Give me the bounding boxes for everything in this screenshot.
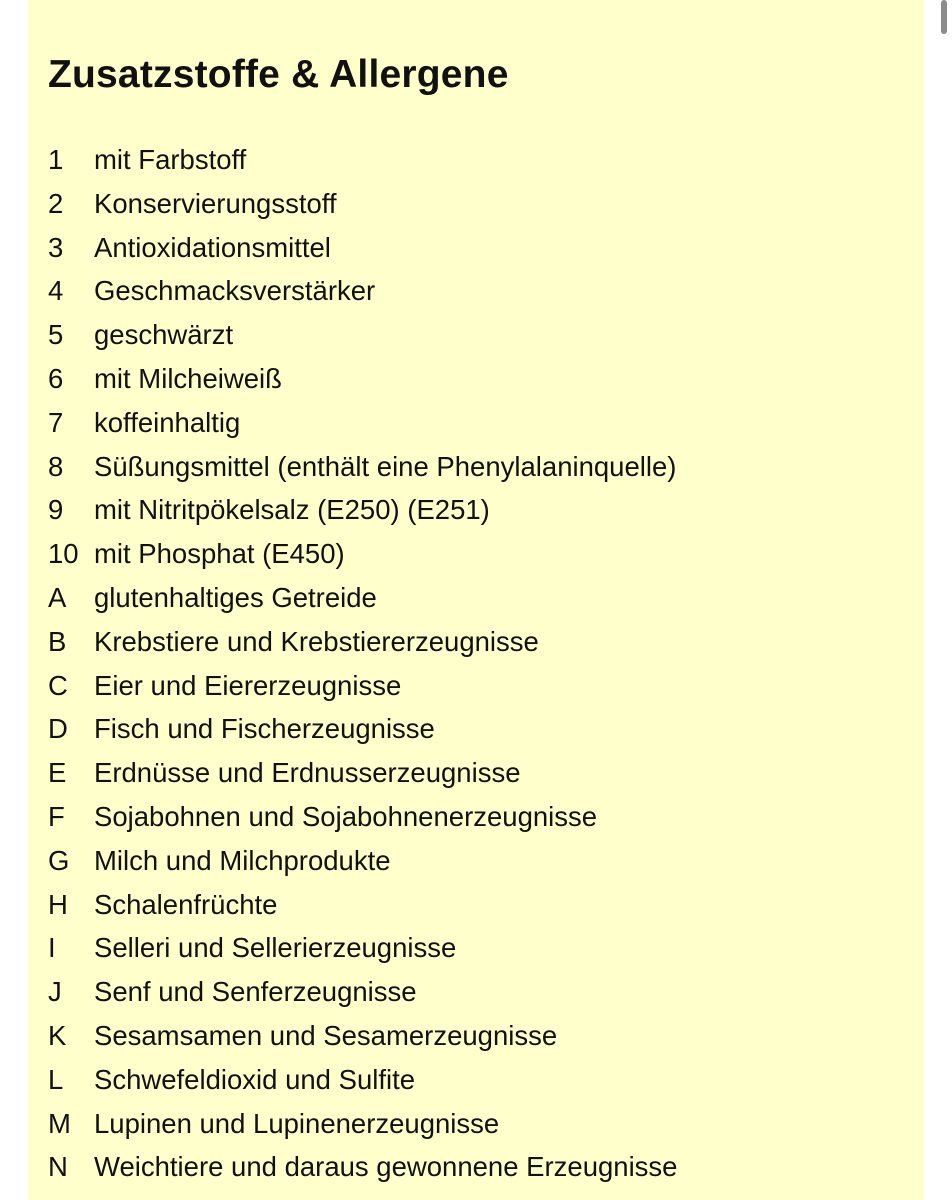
legend-code: 3 (48, 231, 64, 263)
legend-code: I (48, 932, 56, 964)
list-item (48, 620, 924, 664)
legend-code: 2 (48, 187, 64, 219)
legend-code: 1 (48, 144, 64, 175)
legend-label: Milch und Milchprodukte (94, 844, 391, 876)
list-item (48, 488, 924, 532)
legend-label: Senf und Senferzeugnisse (94, 976, 417, 1008)
list-item (48, 532, 924, 576)
legend-label: Schwefeldioxid und Sulfite (94, 1063, 416, 1095)
legend-label: Selleri und Sellerierzeugnisse (94, 932, 457, 964)
list-item (48, 138, 924, 182)
list-item (48, 1014, 924, 1058)
additives-allergens-panel (28, 0, 924, 1200)
legend-code: 5 (48, 319, 64, 351)
legend-code: E (48, 757, 67, 789)
legend-label: Weichtiere und daraus gewonnene Erzeugnisse (94, 1151, 678, 1183)
list-item (48, 751, 924, 795)
legend-label: Süßungsmittel (enthält eine Phenylalaninquelle) (94, 450, 677, 482)
legend-label: mit Milcheiweiß (94, 362, 282, 394)
scrollbar-thumb[interactable] (941, 0, 947, 34)
legend-code: A (48, 581, 67, 613)
legend-code: 6 (48, 362, 64, 394)
legend-code: 8 (48, 450, 64, 482)
legend-code: N (48, 1151, 68, 1183)
list-item (48, 401, 924, 445)
legend-label: mit Nitritpökelsalz (E250) (E251) (94, 494, 490, 526)
legend-label: mit Farbstoff (94, 144, 247, 175)
legend-list (48, 138, 924, 1189)
list-item (48, 445, 924, 489)
legend-label: Antioxidationsmittel (94, 231, 331, 263)
list-item (48, 839, 924, 883)
legend-label: Sesamsamen und Sesamerzeugnisse (94, 1019, 558, 1051)
list-item (48, 357, 924, 401)
list-item (48, 1058, 924, 1102)
legend-code: 9 (48, 494, 64, 526)
legend-label: Eier und Eiererzeugnisse (94, 669, 402, 701)
legend-code: D (48, 713, 68, 745)
legend-label: Krebstiere und Krebstiererzeugnisse (94, 625, 539, 657)
legend-label: Schalenfrüchte (94, 888, 278, 920)
list-item (48, 707, 924, 751)
list-item (48, 576, 924, 620)
legend-code: 10 (48, 538, 79, 570)
list-item (48, 313, 924, 357)
list-item (48, 970, 924, 1014)
legend-label: Konservierungsstoff (94, 187, 337, 219)
legend-code: H (48, 888, 68, 920)
legend-code: C (48, 669, 68, 701)
legend-code: 4 (48, 275, 64, 307)
list-item (48, 1145, 924, 1189)
legend-code: K (48, 1019, 67, 1051)
list-item (48, 226, 924, 270)
legend-label: Lupinen und Lupinenerzeugnisse (94, 1107, 500, 1139)
legend-code: B (48, 625, 67, 657)
list-item (48, 182, 924, 226)
list-item (48, 1102, 924, 1146)
legend-code: F (48, 800, 65, 832)
legend-label: Erdnüsse und Erdnusserzeugnisse (94, 757, 521, 789)
list-item (48, 883, 924, 927)
legend-label: koffeinhaltig (94, 406, 241, 438)
list-item (48, 269, 924, 313)
legend-code: J (48, 976, 62, 1008)
list-item (48, 795, 924, 839)
legend-label: Geschmacksverstärker (94, 275, 376, 307)
list-item (48, 664, 924, 708)
legend-code: L (48, 1063, 64, 1095)
legend-code: 7 (48, 406, 64, 438)
legend-code: M (48, 1107, 71, 1139)
legend-label: mit Phosphat (E450) (94, 538, 345, 570)
legend-code: G (48, 844, 70, 876)
legend-label: geschwärzt (94, 319, 234, 351)
list-item (48, 926, 924, 970)
page-title: Zusatzstoffe & Allergene (48, 53, 509, 96)
legend-label: Fisch und Fischerzeugnisse (94, 713, 435, 745)
legend-label: glutenhaltiges Getreide (94, 581, 377, 613)
legend-label: Sojabohnen und Sojabohnenerzeugnisse (94, 800, 598, 832)
